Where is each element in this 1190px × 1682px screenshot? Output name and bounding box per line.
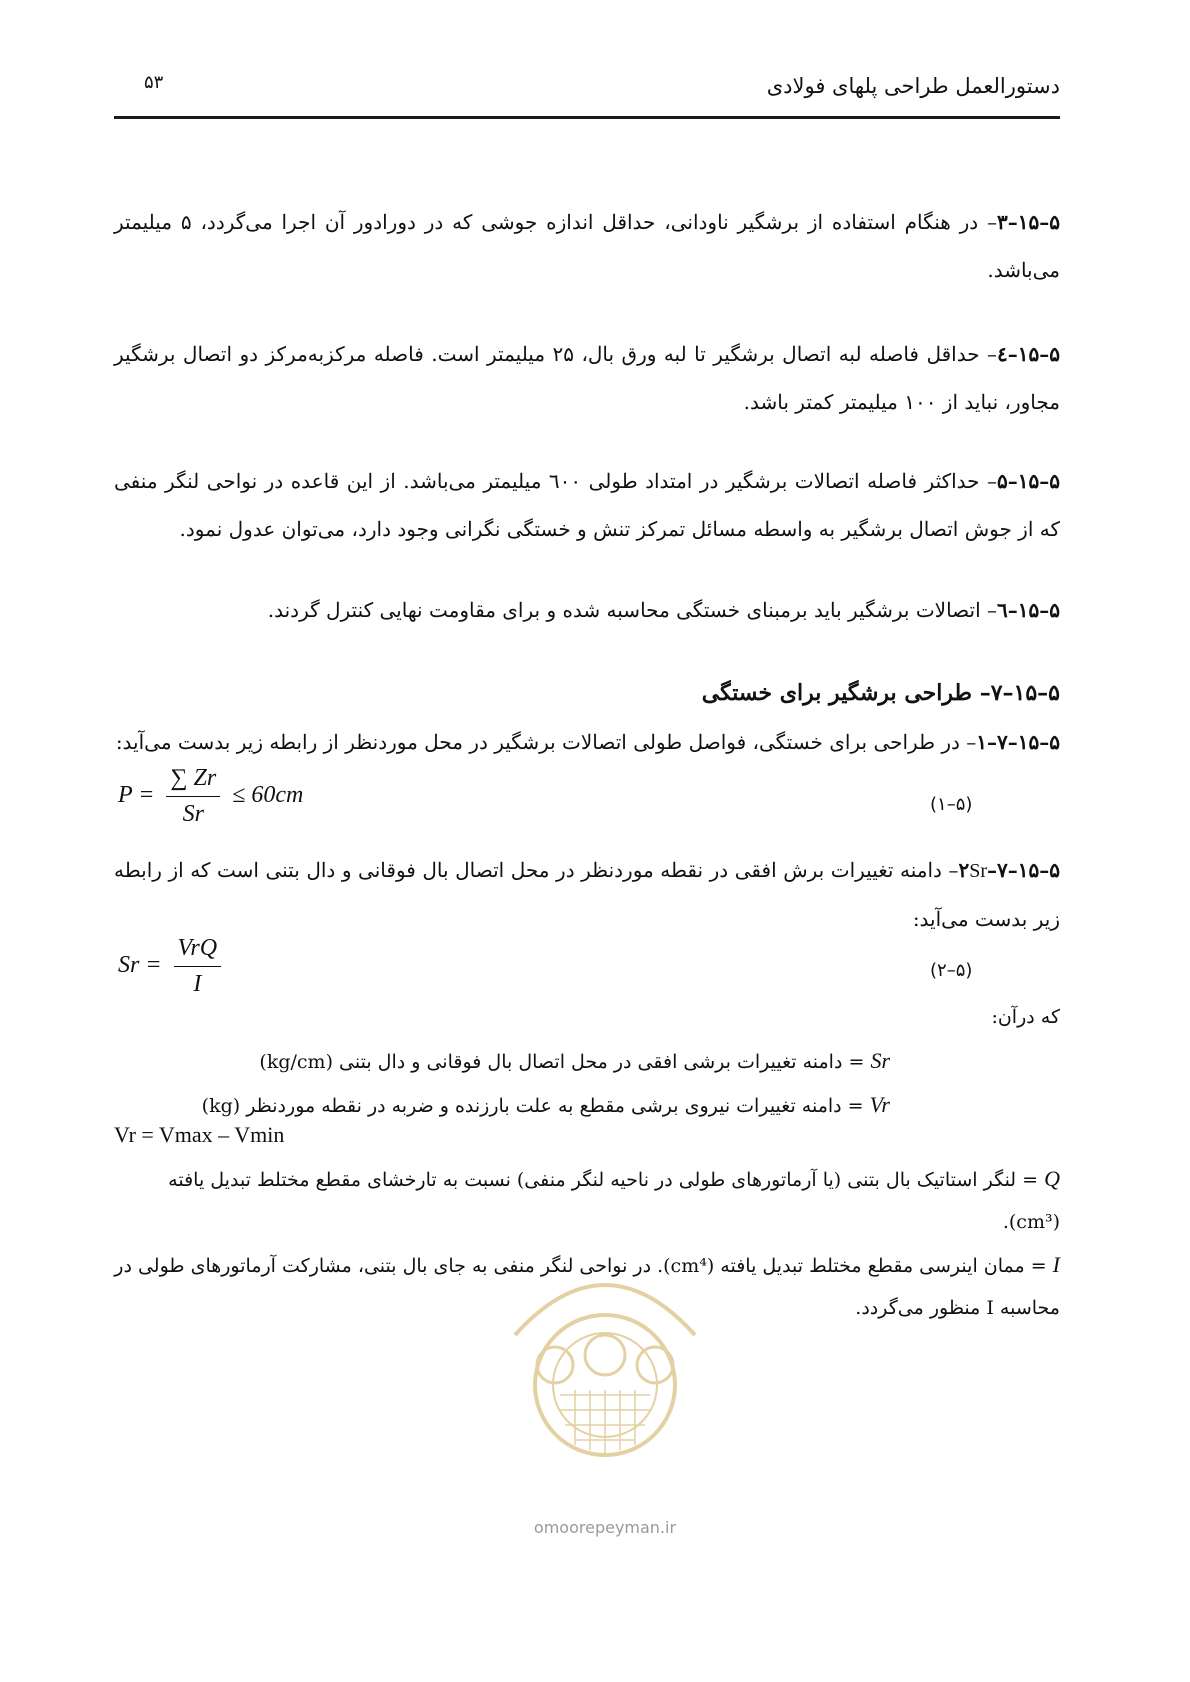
paragraph-5-15-7-1 [114,718,1060,766]
equation-2-number: (۵–۲) [930,960,973,981]
definition-sr [190,1040,890,1083]
paragraph-5-15-4 [114,330,1060,426]
definition-text: = ممان اینرسی مقطع مختلط تبدیل یافته (cm⁴). در نواحی لنگر منفی به جای بال بتنی، مشارکت آرماتورهای طولی در محاسبه I منظور می‌گردد. [114,1255,1060,1319]
vr-formula: Vr = Vmax – Vmin [114,1122,285,1147]
clause-text: – در طراحی برای خستگی، فواصل طولی اتصالات برشگیر در محل موردنظر از رابطه زیر بدست می‌آید: [115,730,977,754]
equation-numerator: ∑ Zr [166,765,220,797]
section-number: ۵–۱۵–۷ [990,680,1060,706]
definition-text: = دامنه تغییرات نیروی برشی مقطع به علت بارزنده و ضربه در نقطه موردنظر (kg) [201,1095,864,1117]
definition-symbol: Q [1044,1166,1060,1191]
definition-symbol: Vr [869,1092,890,1117]
definition-q [114,1158,1060,1243]
clause-number: ۵–۱۵–۷–۱ [976,730,1060,754]
page-number: ۵۳ [144,72,164,93]
equation-1-number: (۵–۱) [930,794,973,815]
clause-text: – اتصالات برشگیر باید برمبنای خستگی محاسبه شده و برای مقاومت نهایی کنترل گردند. [267,598,998,622]
equation-2 [118,935,227,998]
paragraph-5-15-3 [114,198,1060,294]
clause-number: ۵–۱۵–۵ [997,469,1060,493]
watermark-stamp [495,1245,715,1495]
clause-text: – دامنه تغییرات برش افقی در نقطه موردنظر در محل اتصال بال فوقانی و دال بتنی است که از رابطه زیر بدست می‌آید: [114,858,1060,931]
clause-number: ۵–۱۵–٤ [997,342,1061,366]
definition-text: = دامنه تغییرات برشی افقی در محل اتصال بال فوقانی و دال بتنی (kg/cm) [259,1051,865,1073]
equation-denominator: I [193,971,202,997]
page-header [114,66,1060,119]
header-title: دستورالعمل طراحی پلهای فولادی [766,74,1060,98]
definition-text: = لنگر استاتیک بال بتنی (یا آرماتورهای طولی در ناحیه لنگر منفی) نسبت به تارخشای مقطع مختلط تبدیل یافته (cm³). [168,1169,1060,1233]
paragraph-5-15-7-2 [114,846,1060,943]
definition-vr [190,1084,890,1127]
definition-symbol: Sr [870,1048,890,1073]
definition-symbol: I [1052,1252,1060,1277]
equation-1 [118,765,303,828]
paragraph-5-15-5 [114,457,1060,553]
section-title: – طراحی برشگیر برای خستگی [701,680,991,706]
equation-denominator: Sr [182,801,204,827]
clause-text: – حداکثر فاصله اتصالات برشگیر در امتداد طولی ٦۰۰ میلیمتر می‌باشد. از این قاعده در نواحی لنگر منفی که از جوش اتصال برشگیر به واسطه مسائل تمرکز تنش و خستگی نگرانی وجود دارد، می‌توان عدول نمود. [114,469,1060,541]
clause-number: ۵–۱۵–۳ [997,210,1060,234]
paragraph-5-15-6 [114,586,1060,634]
equation-lhs: Sr = [118,952,162,979]
equation-fraction [166,765,220,828]
clause-text: – حداقل فاصله لبه اتصال برشگیر تا لبه ورق بال، ۲۵ میلیمتر است. فاصله مرکزبه‌مرکز دو اتصال برشگیر مجاور، نباید از ۱۰۰ میلیمتر کمتر باشد. [114,342,1060,414]
where-label: که درآن: [991,1006,1060,1028]
clause-number: ۵–۱۵–٦ [997,598,1060,622]
equation-fraction [174,935,222,998]
equation-rhs: ≤ 60cm [232,782,304,809]
equation-numerator: VrQ [174,935,222,967]
symbol-sr: Sr [969,860,988,882]
clause-number: ۵–۱۵–۷–۲ [958,858,1060,882]
clause-text: – در هنگام استفاده از برشگیر ناودانی، حداقل اندازه جوشی که در دورادور آن اجرا می‌گردد، ۵ میلیمتر می‌باشد. [114,210,1060,282]
watermark-url: omoorepeyman.ir [533,1518,677,1537]
section-heading [114,680,1060,706]
equation-lhs: P = [118,782,155,809]
